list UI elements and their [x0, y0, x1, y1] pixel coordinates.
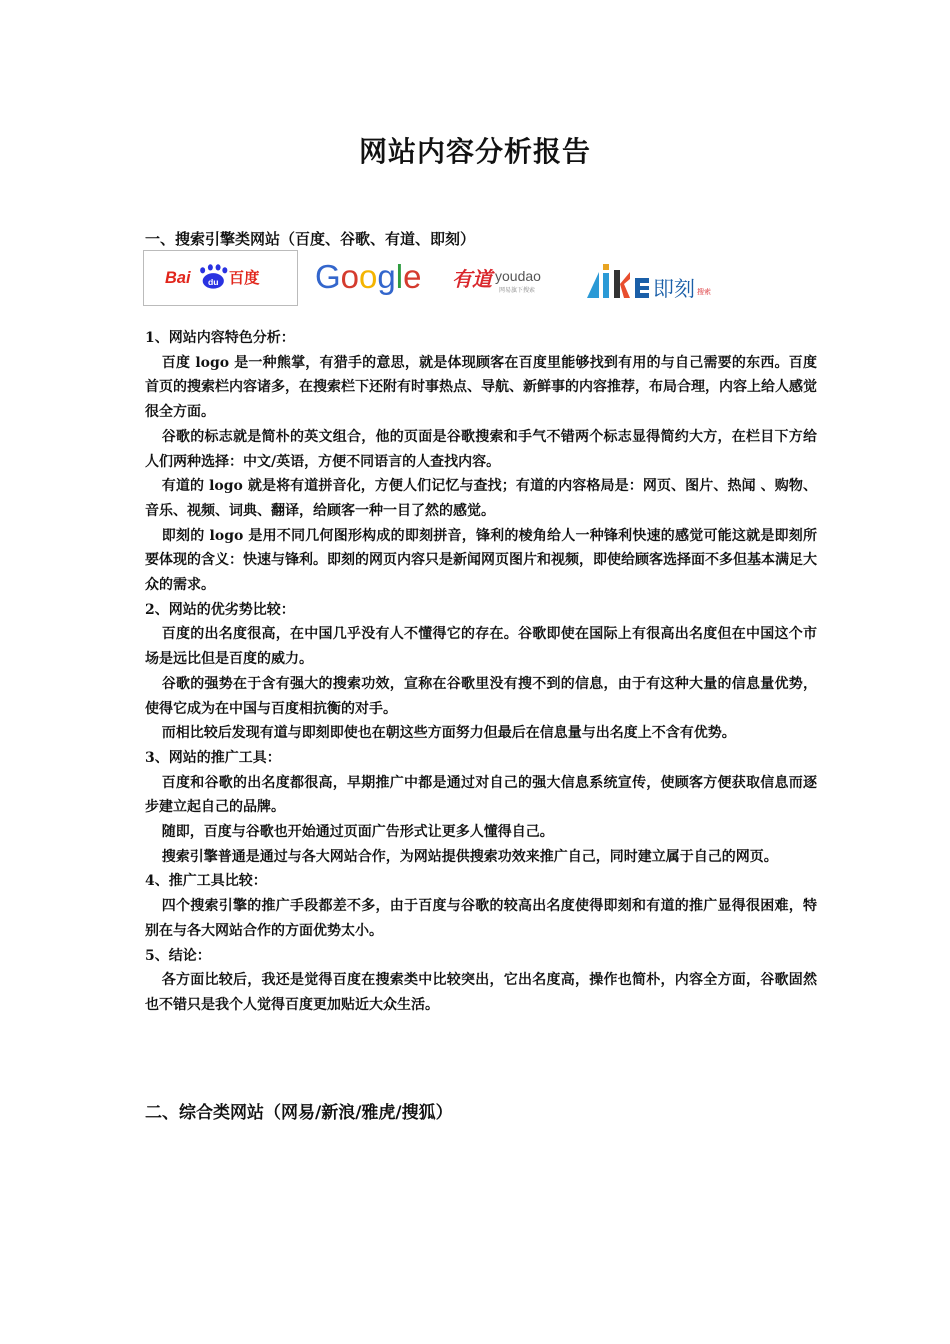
paragraph-comparison: 而相比较后发现有道与即刻即使也在朝这些方面努力但最后在信息量与出名度上不含有优势。: [161, 725, 736, 742]
paragraph-youdao-logo: 有道的 logo 就是将有道拼音化，方便人们记忆与查找；有道的内容格局是：网页、图片、热闻 、购物、音乐、视频、词典、翻译，给顾客一种一目了然的感觉。: [145, 478, 817, 519]
jike-logo-tag: 搜索: [697, 289, 711, 296]
subsection-5-heading: 5、结论：: [145, 947, 211, 964]
section-1-heading: 一、搜索引擎类网站（百度、谷歌、有道、即刻）: [145, 230, 476, 248]
baidu-paw-icon: [200, 264, 227, 288]
baidu-logo-latin: Bai: [165, 268, 191, 287]
youdao-logo-cjk: 有道: [452, 269, 492, 291]
paragraph-promotion-partners: 搜索引擎普通是通过与各大网站合作，为网站提供搜索功效来推广自己，同时建立属于自己的网页。: [161, 848, 778, 865]
jike-geometric-icon: [587, 264, 649, 298]
report-body: [145, 326, 817, 1018]
google-logo-text: Google: [315, 258, 422, 295]
jike-logo-cjk: 即刻: [653, 278, 695, 301]
youdao-logo-tag: 网易旗下搜索: [499, 288, 536, 294]
baidu-paw-text: du: [207, 276, 219, 287]
paragraph-google-advantage: 谷歌的强势在于含有强大的搜索功效，宣称在谷歌里没有搜不到的信息，由于有这种大量的信息量优势，使得它成为在中国与百度相抗衡的对手。: [145, 675, 817, 717]
paragraph-conclusion: 各方面比较后，我还是觉得百度在搜索类中比较突出，它出名度高，操作也简朴，内容全方面，谷歌固然也不错只是我个人觉得百度更加贴近大众生活。: [145, 972, 817, 1013]
baidu-logo: [143, 250, 298, 306]
paragraph-jike-logo: 即刻的 logo 是用不同几何图形构成的即刻拼音，锋利的棱角给人一种锋利快速的感觉可能这就是即刻所要体现的含义：快速与锋利。即刻的网页内容只是新闻网页图片和视频，即使给顾客选择面不多但基本满足大众的需求。: [145, 527, 817, 594]
baidu-logo-cjk: 百度: [228, 269, 260, 287]
paragraph-tool-comparison: 四个搜索引擎的推广手段都差不多，由于百度与谷歌的较高出名度使得即刻和有道的推广显得很困难，特别在与各大网站合作的方面优势太小。: [145, 898, 817, 939]
logo-strip: [143, 250, 763, 306]
google-logo: [313, 250, 428, 306]
subsection-3-heading: 3、网站的推广工具：: [145, 749, 281, 766]
subsection-2-heading: 2、网站的优劣势比较：: [145, 601, 295, 618]
paragraph-promotion-ads: 随即，百度与谷歌也开始通过页面广告形式让更多人懂得自己。: [161, 824, 554, 841]
subsection-1-heading: 1、网站内容特色分析：: [145, 330, 295, 346]
youdao-logo-latin: youdao: [495, 268, 541, 284]
jike-logo: [583, 250, 743, 306]
paragraph-google-logo: 谷歌的标志就是简朴的英文组合，他的页面是谷歌搜索和手气不错两个标志显得简约大方，在栏目下方给人们两种选择：中文/英语，方便不同语言的人查找内容。: [145, 428, 817, 470]
paragraph-baidu-advantage: 百度的出名度很高，在中国几乎没有人不懂得它的存在。谷歌即使在国际上有很高出名度但在中国这个市场是远比但是百度的威力。: [145, 626, 817, 668]
subsection-4-heading: 4、推广工具比较：: [145, 873, 267, 890]
document-title: 网站内容分析报告: [358, 135, 591, 168]
paragraph-baidu-logo: 百度 logo 是一种熊掌，有猎手的意思，就是体现顾客在百度里能够找到有用的与自己需要的东西。百度首页的搜索栏内容诸多，在搜索栏下还附有时事热点、导航、新鲜事的内容推荐，布局合理，内容上给人感觉很全方面。: [145, 354, 817, 421]
youdao-logo: [450, 250, 555, 306]
section-2-heading: 二、综合类网站（网易/新浪/雅虎/搜狐）: [145, 1103, 453, 1123]
paragraph-promotion-early: 百度和谷歌的出名度都很高，早期推广中都是通过对自己的强大信息系统宣传，使顾客方便获取信息而逐步建立起自己的品牌。: [145, 774, 817, 816]
